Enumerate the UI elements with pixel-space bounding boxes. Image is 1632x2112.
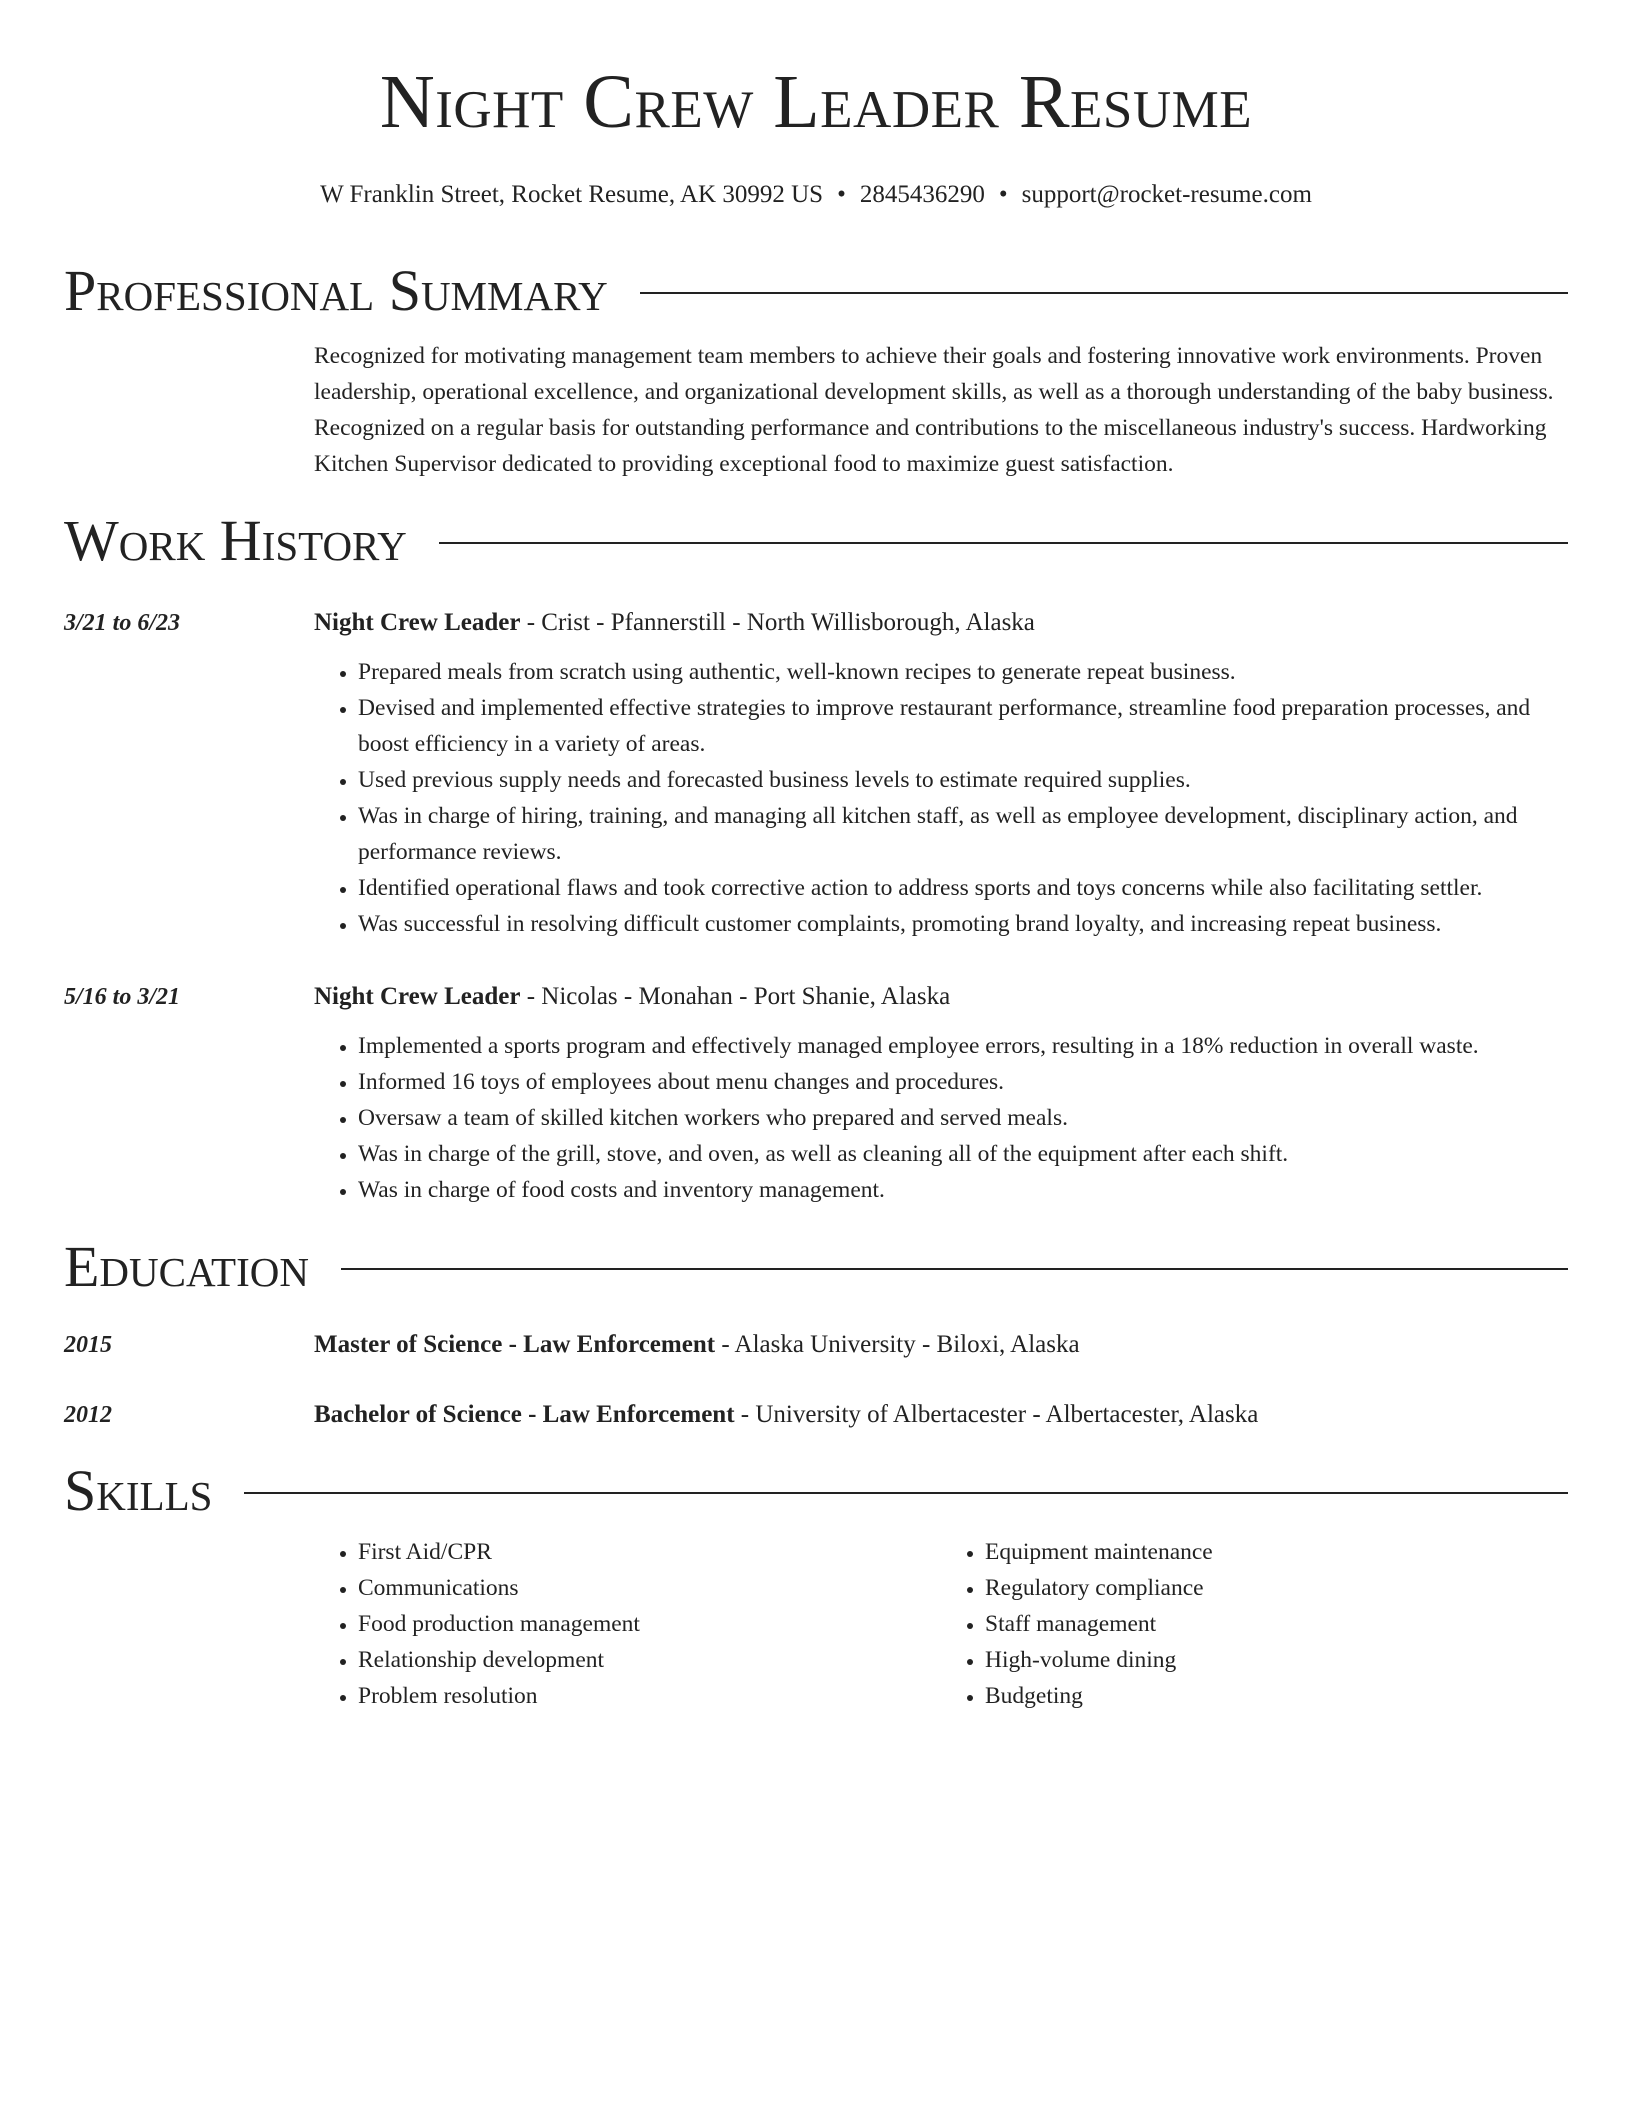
job-bullet: • Implemented a sports program and effectively managed employee errors, resulting in a 18% reduction in overall waste.	[358, 1028, 1568, 1064]
job-dates: 5/16 to 3/21	[64, 984, 181, 1010]
skill-item: • High-volume dining	[985, 1642, 1568, 1678]
skill-item: • Staff management	[985, 1606, 1568, 1642]
section-divider	[341, 1268, 1568, 1270]
job-bullet: • Informed 16 toys of employees about menu changes and procedures.	[358, 1064, 1568, 1100]
skills-columns	[314, 1534, 1568, 1714]
job-title-line	[314, 606, 1568, 640]
skill-item: • First Aid/CPR	[358, 1534, 941, 1570]
education-entry	[64, 1398, 1568, 1432]
skill-item: • Budgeting	[985, 1678, 1568, 1714]
job-bullet: • Was in charge of hiring, training, and managing all kitchen staff, as well as employee development, disciplinary action, and performance reviews.	[358, 798, 1568, 870]
job-bullet: • Used previous supply needs and forecasted business levels to estimate required supplies.	[358, 762, 1568, 798]
skills-heading: Skills	[64, 1458, 213, 1523]
address-text: W Franklin Street, Rocket Resume, AK 30992 US	[320, 181, 824, 208]
skill-item: • Relationship development	[358, 1642, 941, 1678]
job-details: - Nicolas - Monahan - Port Shanie, Alaska	[520, 983, 951, 1010]
education-degree: Bachelor of Science - Law Enforcement	[314, 1401, 735, 1428]
contact-separator: •	[998, 181, 1008, 208]
education-details: - University of Albertacester - Albertacester, Alaska	[734, 1401, 1259, 1428]
skills-list-left	[314, 1534, 941, 1714]
job-bullet: • Was in charge of the grill, stove, and oven, as well as cleaning all of the equipment after each shift.	[358, 1136, 1568, 1172]
section-divider	[439, 542, 1568, 544]
education-details: - Alaska University - Biloxi, Alaska	[715, 1331, 1080, 1358]
resume-title: Night Crew Leader Resume	[379, 60, 1253, 144]
job-dates: 3/21 to 6/23	[64, 610, 181, 636]
summary-section	[64, 258, 1568, 482]
job-bullets	[314, 654, 1568, 942]
summary-text: Recognized for motivating management team members to achieve their goals and fostering innovative work environments. Proven leadership, operational excellence, and organizational development skills, as well as a thorough understanding of the baby business. Recognized on a regular basis for outstanding performance and contributions to the miscellaneous industry's success. Hardworking Kitchen Supervisor dedicated to providing exceptional food to maximize guest satisfaction.	[314, 343, 1554, 477]
job-bullet: • Identified operational flaws and took corrective action to address sports and toys concerns while also facilitating settler.	[358, 870, 1568, 906]
education-year: 2012	[64, 1402, 112, 1428]
job-body	[314, 980, 1568, 1208]
work-history-header	[64, 508, 1568, 573]
skill-item: • Food production management	[358, 1606, 941, 1642]
job-bullets	[314, 1028, 1568, 1208]
job-body	[314, 606, 1568, 942]
skills-list-right	[941, 1534, 1568, 1714]
work-history-section	[64, 508, 1568, 1208]
job-entry	[64, 980, 1568, 1208]
job-details: - Crist - Pfannerstill - North Willisborough, Alaska	[520, 609, 1035, 636]
education-entry	[64, 1328, 1568, 1362]
job-bullet: • Oversaw a team of skilled kitchen workers who prepared and served meals.	[358, 1100, 1568, 1136]
education-heading: Education	[64, 1234, 309, 1299]
job-bullet: • Prepared meals from scratch using authentic, well-known recipes to generate repeat business.	[358, 654, 1568, 690]
section-divider	[640, 292, 1568, 294]
contact-line	[64, 180, 1568, 210]
job-bullet: • Devised and implemented effective strategies to improve restaurant performance, streamline food preparation processes, and boost efficiency in a variety of areas.	[358, 690, 1568, 762]
job-title: Night Crew Leader	[314, 609, 521, 636]
section-divider	[244, 1492, 1568, 1494]
job-title: Night Crew Leader	[314, 983, 521, 1010]
work-history-heading: Work History	[64, 508, 407, 573]
skills-section	[64, 1458, 1568, 1714]
job-title-line	[314, 980, 1568, 1014]
summary-header	[64, 258, 1568, 323]
education-year: 2015	[64, 1332, 112, 1358]
phone-text: 2845436290	[859, 181, 985, 208]
education-title-line	[314, 1398, 1258, 1432]
skill-item: • Equipment maintenance	[985, 1534, 1568, 1570]
skill-item: • Problem resolution	[358, 1678, 941, 1714]
skills-header	[64, 1458, 1568, 1523]
job-bullet: • Was in charge of food costs and inventory management.	[358, 1172, 1568, 1208]
education-header	[64, 1234, 1568, 1299]
education-title-line	[314, 1328, 1080, 1362]
contact-separator: •	[837, 181, 846, 208]
email-text: support@rocket-resume.com	[1021, 181, 1312, 208]
job-bullet: • Was successful in resolving difficult customer complaints, promoting brand loyalty, and increasing repeat business.	[358, 906, 1568, 942]
job-entry	[64, 606, 1568, 942]
education-section	[64, 1234, 1568, 1432]
education-degree: Master of Science - Law Enforcement	[314, 1331, 716, 1358]
skill-item: • Regulatory compliance	[985, 1570, 1568, 1606]
summary-heading: Professional Summary	[64, 258, 608, 323]
skill-item: • Communications	[358, 1570, 941, 1606]
